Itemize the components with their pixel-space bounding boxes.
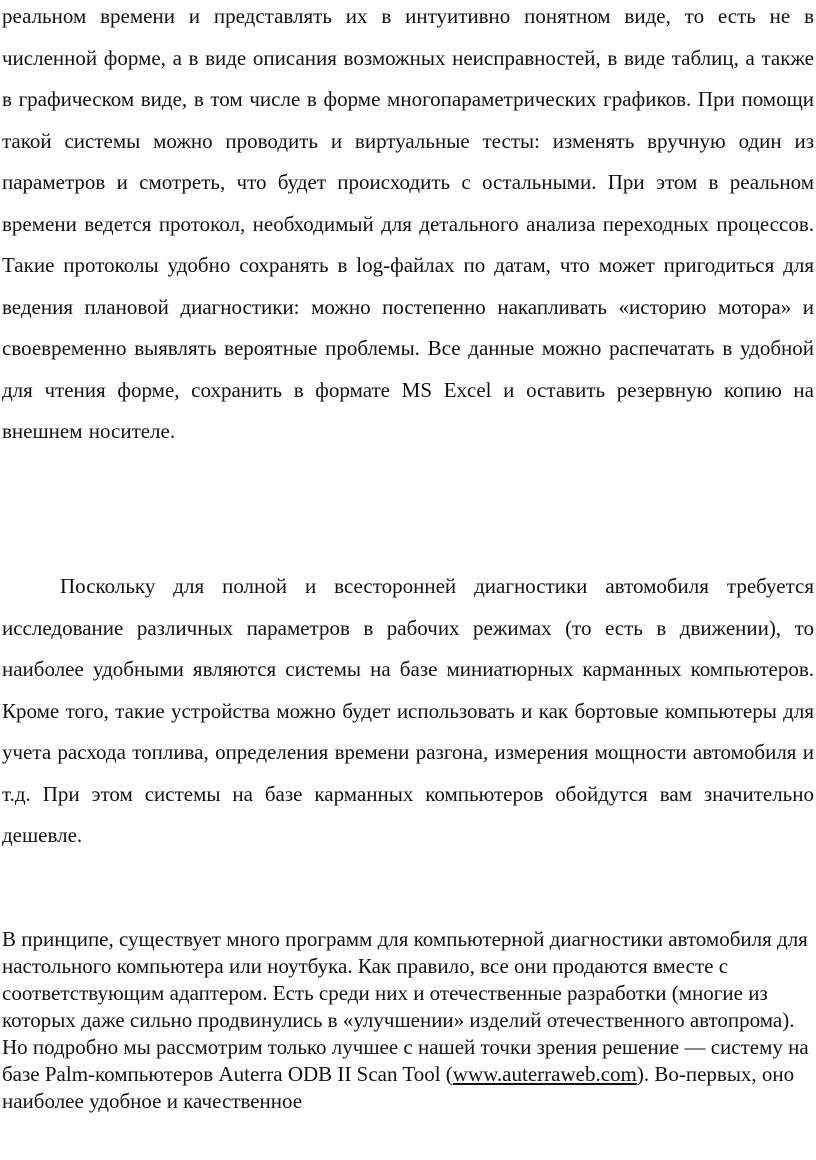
paragraph-pocket-computers: Поскольку для полной и всесторонней диагностики автомобиля требуется исследование различных параметров в рабочих режимах (то есть в движении), то наиболее удобными являются системы на базе миниатюрных карманных компьютеров. Кроме того, такие устройства можно будет использовать и как бортовые компьютеры для учета расхода топлива, определения времени разгона, измерения мощности автомобиля и т.д. При этом системы на базе карманных компьютеров обойдутся вам значительно дешевле. <box>2 574 814 847</box>
auterra-website-link[interactable]: www.auterraweb.com <box>452 1062 637 1086</box>
paragraph-text-before-link: В принципе, существует много программ для компьютерной диагностики автомобиля для настольного компьютера или ноутбука. Как правило, все они продаются вместе с соответствующим адаптером. Есть среди них и отечественные разработки (многие из которых даже сильно продвинулись в «улучшении» изделий отечественного автопрома). Но подробно мы рассмотрим только лучшее с нашей точки зрения решение — систему на базе Palm-компьютеров Auterra ODB II Scan Tool ( <box>2 927 809 1086</box>
paragraph-realtime-diagnostics: реальном времени и представлять их в интуитивно понятном виде, то есть не в численной форме, а в виде описания возможных неисправностей, в виде таблиц, а также в графическом виде, в том числе в форме многопараметрических графиков. При помощи такой системы можно проводить и виртуальные тесты: изменять вручную один из параметров и смотреть, что будет происходить с остальными. При этом в реальном времени ведется протокол, необходимый для детального анализа переходных процессов. Такие протоколы удобно сохранять в log-файлах по датам, что может пригодиться для ведения плановой диагностики: можно постепенно накапливать «историю мотора» и своевременно выявлять вероятные проблемы. Все данные можно распечатать в удобной для чтения форме, сохранить в формате MS Excel и оставить резервную копию на внешнем носителе. <box>2 4 814 443</box>
paragraph-programs-overview <box>2 926 814 1115</box>
paragraph-text-after-link: ). Во-первых, оно наиболее удобное и качественное <box>2 1062 795 1113</box>
